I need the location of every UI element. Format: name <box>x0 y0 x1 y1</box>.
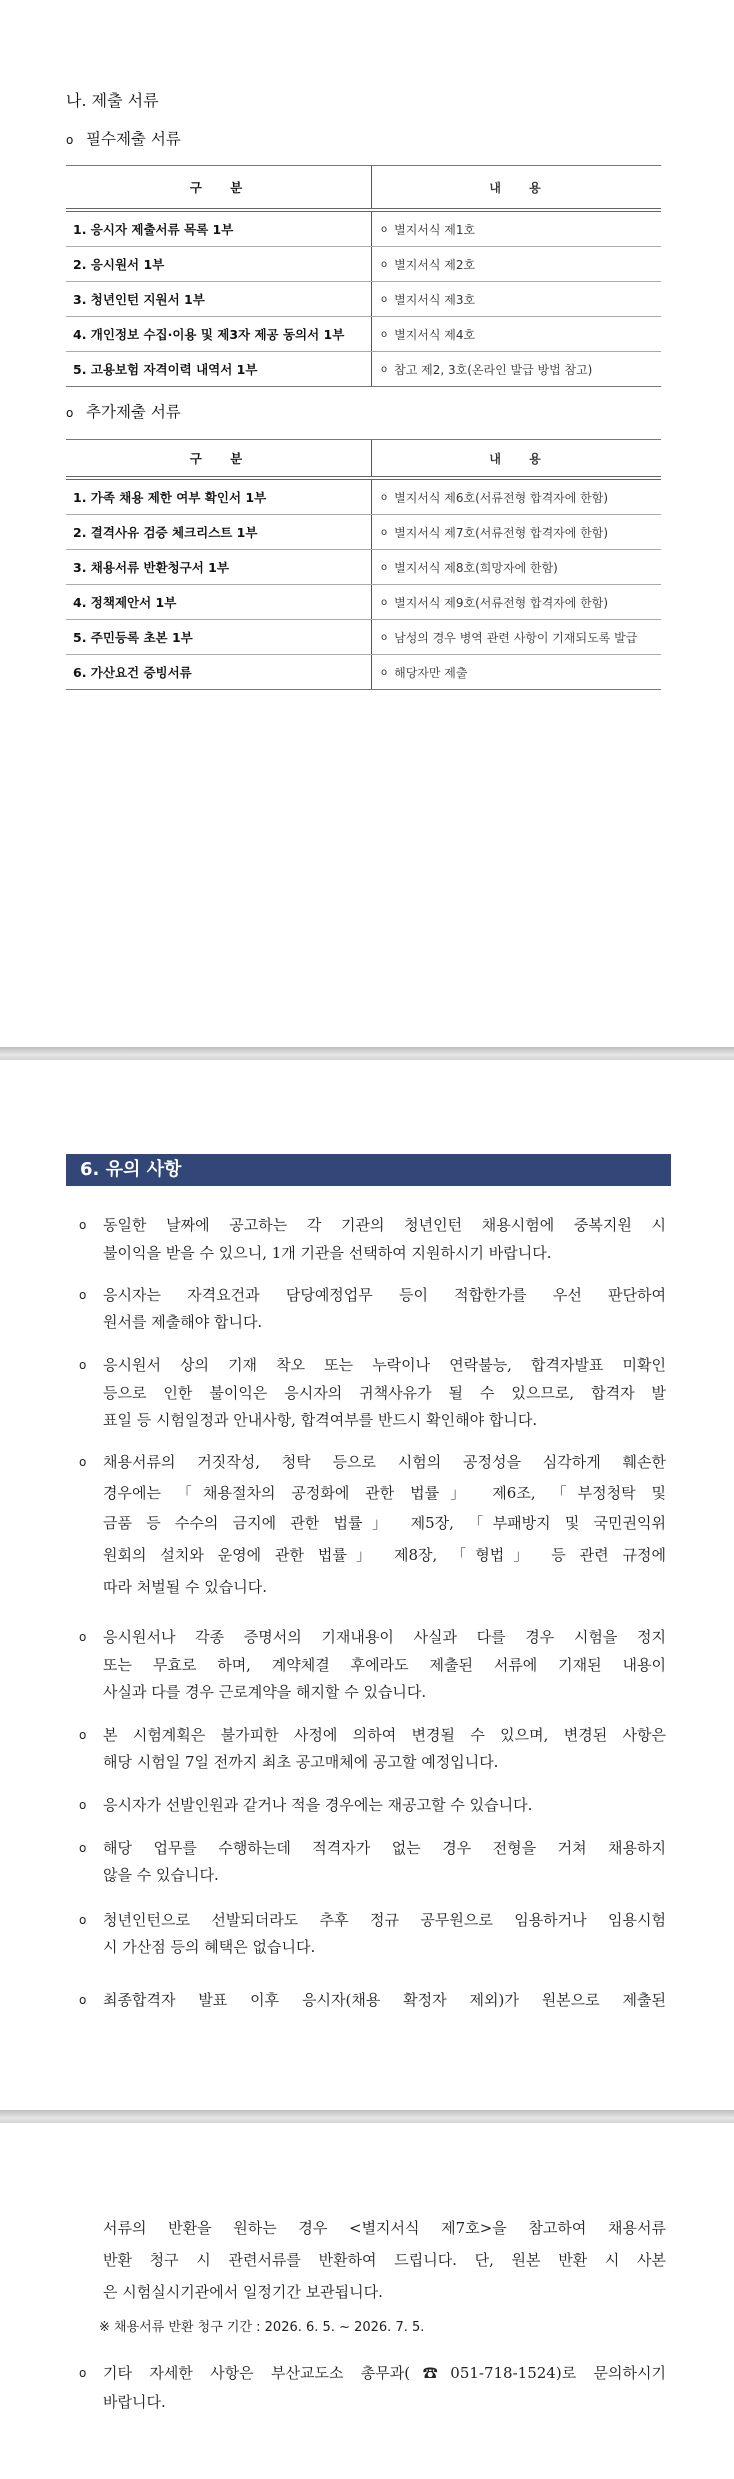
notice-line: 등으로 인한 불이익은 응시자의 귀책사유가 될 수 있으므로, 합격자 발 <box>103 1384 666 1402</box>
notice-line: 해당 시험일 7일 전까지 최초 공고매체에 공고할 예정입니다. <box>103 1753 499 1771</box>
notice-line: 응시자가 선발인원과 같거나 적을 경우에는 재공고할 수 있습니다. <box>103 1796 533 1814</box>
row-content-text: 참고 제2, 3호(온라인 발급 방법 참고) <box>394 362 593 377</box>
additional-docs-title-text: 추가제출 서류 <box>86 403 181 421</box>
bullet-icon: o <box>381 596 388 608</box>
row-content <box>372 620 661 654</box>
notice-line: 원서를 제출해야 합니다. <box>103 1313 263 1331</box>
additional-docs-table <box>66 439 661 690</box>
notice-line: 채용서류의 거짓작성, 청탁 등으로 시험의 공정성을 심각하게 훼손한 <box>103 1453 666 1471</box>
table-row <box>66 247 661 282</box>
table-header <box>66 166 661 212</box>
notice-line: 시 가산점 등의 혜택은 없습니다. <box>103 1938 316 1956</box>
row-item: 2. 결격사유 검증 체크리스트 1부 <box>66 515 372 549</box>
row-content <box>372 247 661 281</box>
row-content <box>372 515 661 549</box>
contact-line: 기타 자세한 사항은 부산교도소 총무과(☎051-718-1524)로 문의하시기 <box>103 2364 666 2382</box>
required-docs-title-text: 필수제출 서류 <box>86 130 181 148</box>
row-content-text: 별지서식 제2호 <box>394 257 476 272</box>
row-content-text: 별지서식 제9호(서류전형 합격자에 한함) <box>394 595 609 610</box>
header-content: 내 용 <box>489 451 553 466</box>
table-row <box>66 212 661 247</box>
bullet-icon: o <box>381 328 388 340</box>
notice-line: 원회의 설치와 운영에 관한 법률」 제8장, 「형법」 등 관련 규정에 <box>103 1546 666 1564</box>
row-content <box>372 212 661 246</box>
row-content <box>372 655 661 689</box>
required-docs-table <box>66 165 661 387</box>
bullet-icon: o <box>79 1841 87 1855</box>
row-content-text: 별지서식 제6호(서류전형 합격자에 한함) <box>394 490 609 505</box>
bullet-icon: o <box>79 2366 87 2380</box>
table-header <box>66 440 661 480</box>
table-row <box>66 352 661 387</box>
bullet-icon: o <box>381 223 388 235</box>
table-row <box>66 620 661 655</box>
notice-line: 본 시험계획은 불가피한 사정에 의하여 변경될 수 있으며, 변경된 사항은 <box>103 1726 666 1744</box>
notice-line: 서류의 반환을 원하는 경우 <별지서식 제7호>을 참고하여 채용서류 <box>103 2219 666 2237</box>
bullet-icon: o <box>381 258 388 270</box>
additional-docs-title <box>66 400 181 422</box>
bullet-icon: o <box>79 1358 87 1372</box>
notice-line: 응시자는 자격요건과 담당예정업무 등이 적합한가를 우선 판단하여 <box>103 1286 666 1304</box>
row-content-text: 별지서식 제7호(서류전형 합격자에 한함) <box>394 525 609 540</box>
table-row <box>66 480 661 515</box>
row-content-text: 남성의 경우 병역 관련 사항이 기재되도록 발급 <box>394 630 638 645</box>
bullet-icon: o <box>79 1798 87 1812</box>
bullet-icon: o <box>66 406 74 420</box>
row-content-text: 별지서식 제8호(희망자에 한함) <box>394 560 558 575</box>
section-heading: 나. 제출 서류 <box>66 91 159 110</box>
table-row <box>66 585 661 620</box>
row-item: 5. 고용보험 자격이력 내역서 1부 <box>66 352 372 386</box>
notice-line: 경우에는 「채용절차의 공정화에 관한 법률」 제6조, 「부정청탁 및 <box>103 1484 666 1502</box>
bullet-icon: o <box>381 491 388 503</box>
required-docs-title <box>66 127 181 149</box>
bullet-icon: o <box>381 363 388 375</box>
notice-line: 은 시험실시기관에서 일정기간 보관됩니다. <box>103 2283 383 2301</box>
bullet-icon: o <box>381 666 388 678</box>
table-row <box>66 282 661 317</box>
row-item: 5. 주민등록 초본 1부 <box>66 620 372 654</box>
bullet-icon: o <box>79 1630 87 1644</box>
notice-line: 또는 무효로 하며, 계약체결 후에라도 제출된 서류에 기재된 내용이 <box>103 1656 666 1674</box>
row-item: 3. 청년인턴 지원서 1부 <box>66 282 372 316</box>
row-item: 4. 개인정보 수집·이용 및 제3자 제공 동의서 1부 <box>66 317 372 351</box>
notice-line: 해당 업무를 수행하는데 적격자가 없는 경우 전형을 거쳐 채용하지 <box>103 1839 666 1857</box>
notice-line: 응시원서나 각종 증명서의 기재내용이 사실과 다를 경우 시험을 정지 <box>103 1628 666 1646</box>
bullet-icon: o <box>79 1913 87 1927</box>
notices-banner: 6. 유의 사항 <box>66 1154 671 1186</box>
row-item: 6. 가산요건 증빙서류 <box>66 655 372 689</box>
row-content-text: 별지서식 제3호 <box>394 292 476 307</box>
bullet-icon: o <box>79 1288 87 1302</box>
notice-line: 청년인턴으로 선발되더라도 추후 정규 공무원으로 임용하거나 임용시험 <box>103 1911 666 1929</box>
row-item: 3. 채용서류 반환청구서 1부 <box>66 550 372 584</box>
bullet-icon: o <box>79 1218 87 1232</box>
bullet-icon: o <box>79 1728 87 1742</box>
row-item: 1. 응시자 제출서류 목록 1부 <box>66 212 372 246</box>
notice-line: 동일한 날짜에 공고하는 각 기관의 청년인턴 채용시험에 중복지원 시 <box>103 1216 666 1234</box>
notice-line: 표일 등 시험일정과 안내사항, 합격여부를 반드시 확인해야 합니다. <box>103 1411 538 1429</box>
header-category: 구 분 <box>66 440 372 476</box>
table-row <box>66 515 661 550</box>
row-content <box>372 352 661 386</box>
return-period-note: ※ 채용서류 반환 청구 기간 : 2026. 6. 5. ~ 2026. 7. 5. <box>99 2320 425 2335</box>
notice-line: 최종합격자 발표 이후 응시자(채용 확정자 제외)가 원본으로 제출된 <box>103 1991 666 2009</box>
row-content-text: 별지서식 제1호 <box>394 222 476 237</box>
bullet-icon: o <box>381 293 388 305</box>
bullet-icon: o <box>66 133 74 147</box>
bullet-icon: o <box>381 561 388 573</box>
page-separator <box>0 1047 734 1060</box>
bullet-icon: o <box>381 526 388 538</box>
table-row <box>66 317 661 352</box>
row-content <box>372 480 661 514</box>
row-content <box>372 282 661 316</box>
row-content-text: 별지서식 제4호 <box>394 327 476 342</box>
notice-line: 따라 처벌될 수 있습니다. <box>103 1578 267 1596</box>
row-item: 4. 정책제안서 1부 <box>66 585 372 619</box>
header-content: 내 용 <box>489 180 553 195</box>
notice-line: 불이익을 받을 수 있으니, 1개 기관을 선택하여 지원하시기 바랍니다. <box>103 1244 552 1262</box>
notice-line: 금품 등 수수의 금지에 관한 법률」 제5장, 「부패방지 및 국민권익위 <box>103 1514 666 1532</box>
contact-line: 바랍니다. <box>103 2393 166 2411</box>
row-content <box>372 550 661 584</box>
row-content-text: 해당자만 제출 <box>394 665 468 680</box>
table-row <box>66 550 661 585</box>
notice-line: 반환 청구 시 관련서류를 반환하여 드립니다. 단, 원본 반환 시 사본 <box>103 2251 666 2269</box>
notice-line: 응시원서 상의 기재 착오 또는 누락이나 연락불능, 합격자발표 미확인 <box>103 1356 666 1374</box>
bullet-icon: o <box>79 1993 87 2007</box>
bullet-icon: o <box>79 1455 87 1469</box>
bullet-icon: o <box>381 631 388 643</box>
table-row <box>66 655 661 690</box>
row-content <box>372 317 661 351</box>
notice-line: 사실과 다를 경우 근로계약을 해지할 수 있습니다. <box>103 1683 427 1701</box>
row-item: 2. 응시원서 1부 <box>66 247 372 281</box>
header-category: 구 분 <box>66 166 372 208</box>
notice-line: 않을 수 있습니다. <box>103 1866 219 1884</box>
page-separator <box>0 2110 734 2123</box>
row-content <box>372 585 661 619</box>
row-item: 1. 가족 채용 제한 여부 확인서 1부 <box>66 480 372 514</box>
